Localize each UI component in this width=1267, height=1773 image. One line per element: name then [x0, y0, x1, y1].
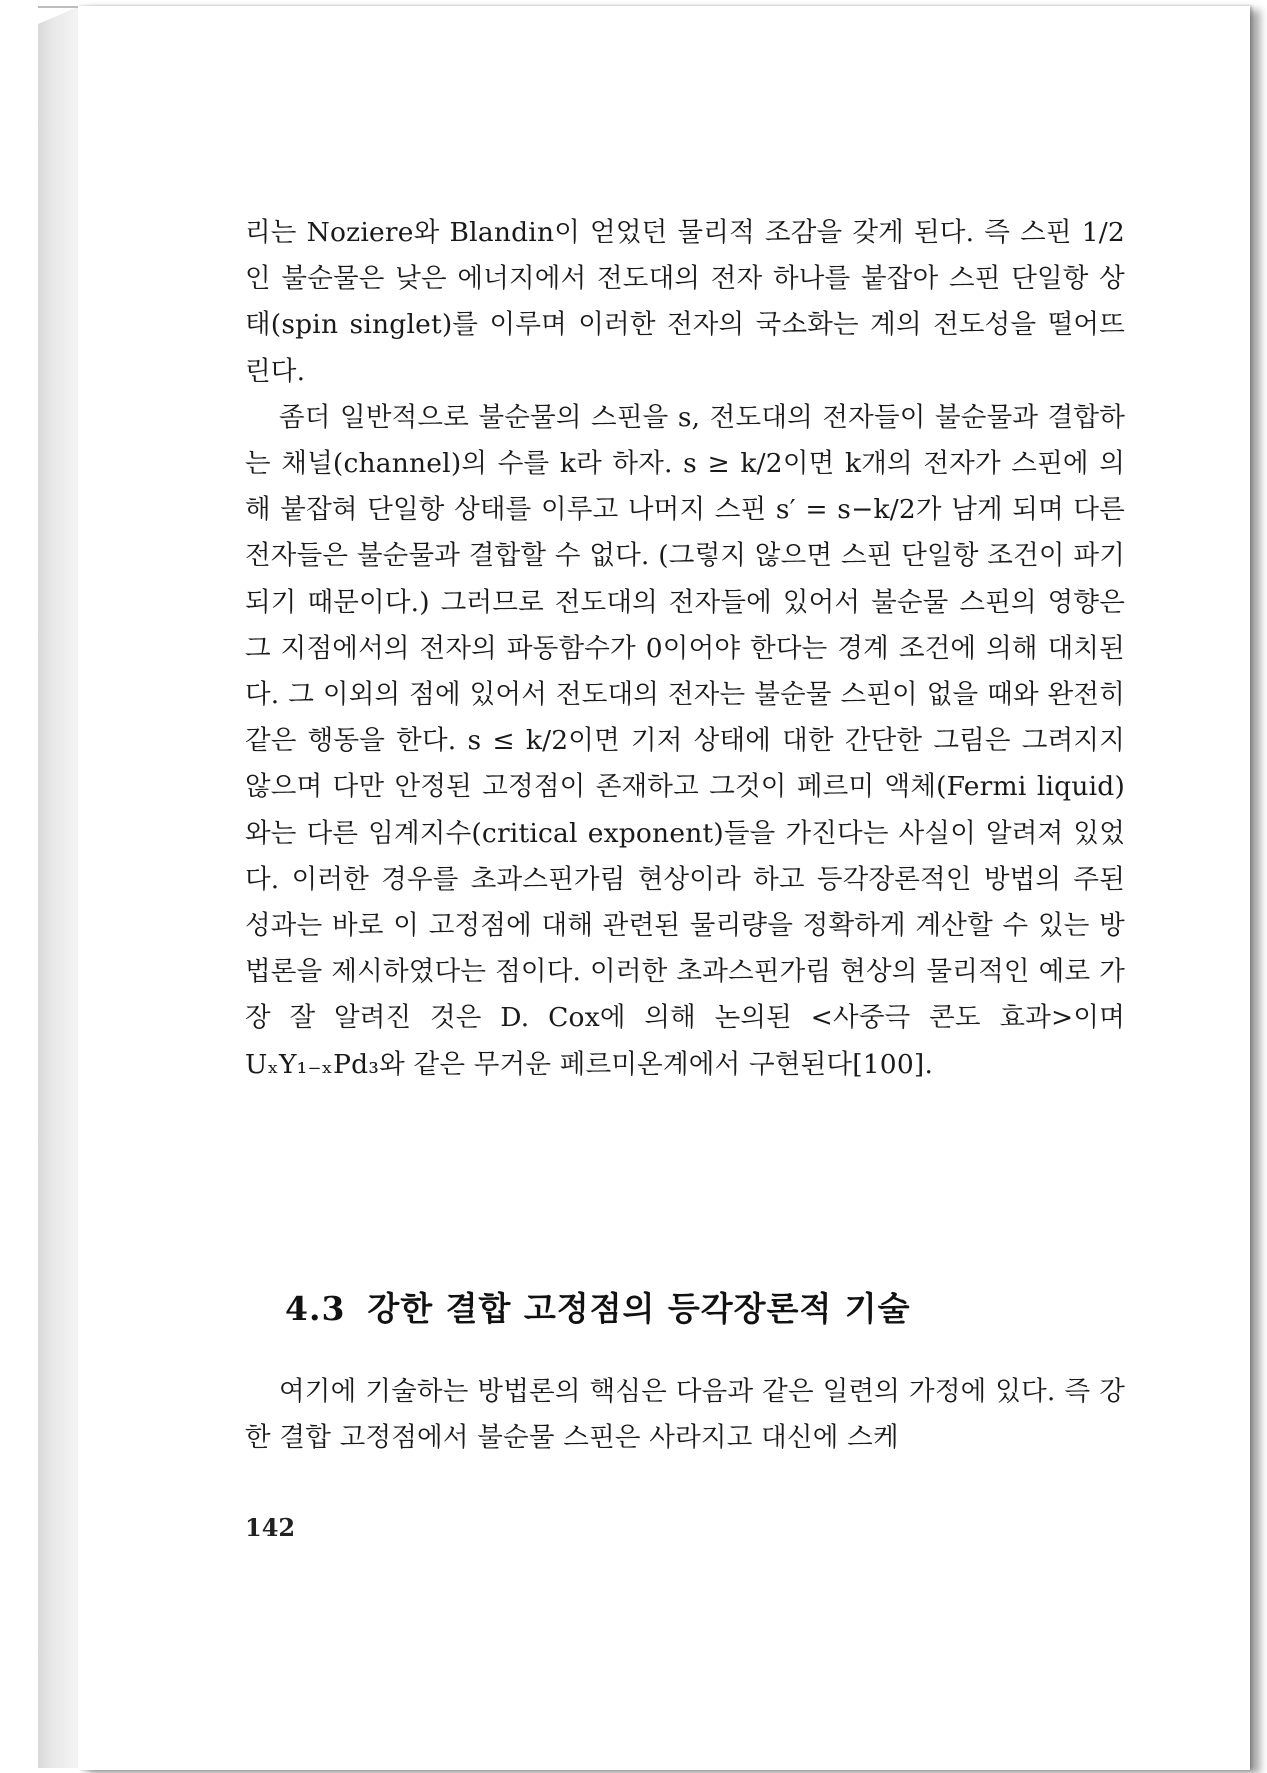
- body-text: [245, 210, 1125, 1088]
- section-body: [245, 1369, 1125, 1461]
- book-spine-edge: [38, 6, 80, 1768]
- section-paragraph: 여기에 기술하는 방법론의 핵심은 다음과 같은 일련의 가정에 있다. 즉 강한 결합 고정점에서 불순물 스핀은 사라지고 대신에 스케: [245, 1376, 1125, 1454]
- page-number: 142: [245, 1513, 296, 1542]
- section-number: 4.3: [285, 1289, 346, 1328]
- paragraph-2: 좀더 일반적으로 불순물의 스핀을 s, 전도대의 전자들이 불순물과 결합하는 채널(channel)의 수를 k라 하자. s ≥ k/2이면 k개의 전자가 스핀에 의해 붙잡혀 단일항 상태를 이루고 나머지 스핀 s′ = s−k/2가 남게 되며 다른 전자들은 불순물과 결합할 수 없다. (그렇지 않으면 스핀 단일항 조건이 파기되기 때문이다.) 그러므로 전도대의 전자들에 있어서 불순물 스핀의 영향은 그 지점에서의 전자의 파동함수가 0이어야 한다는 경계 조건에 의해 대치된다. 그 이외의 점에 있어서 전도대의 전자는 불순물 스핀이 없을 때와 완전히 같은 행동을 한다. s ≤ k/2이면 기저 상태에 대한 간단한 그림은 그려지지 않으며 다만 안정된 고정점이 존재하고 그것이 페르미 액체(Fermi liquid)와는 다른 임계지수(critical exponent)들을 가진다는 사실이 알려져 있었다. 이러한 경우를 초과스핀가림 현상이라 하고 등각장론적인 방법의 주된 성과는 바로 이 고정점에 대해 관련된 물리량을 정확하게 계산할 수 있는 방법론을 제시하였다는 점이다. 이러한 초과스핀가림 현상의 물리적인 예로 가장 잘 알려진 것은 D. Cox에 의해 논의된 <사중극 콘도 효과>이며 UₓY₁₋ₓPd₃와 같은 무거운 페르미온계에서 구현된다[100].: [245, 401, 1125, 1080]
- section-heading: [285, 1283, 911, 1330]
- section-title: 강한 결합 고정점의 등각장론적 기술: [367, 1289, 911, 1328]
- paragraph-1: 리는 Noziere와 Blandin이 얻었던 물리적 조감을 갖게 된다. 즉 스핀 1/2인 불순물은 낮은 에너지에서 전도대의 전자 하나를 붙잡아 스핀 단일항 상태(spin singlet)를 이루며 이러한 전자의 국소화는 계의 전도성을 떨어뜨린다.: [245, 217, 1125, 387]
